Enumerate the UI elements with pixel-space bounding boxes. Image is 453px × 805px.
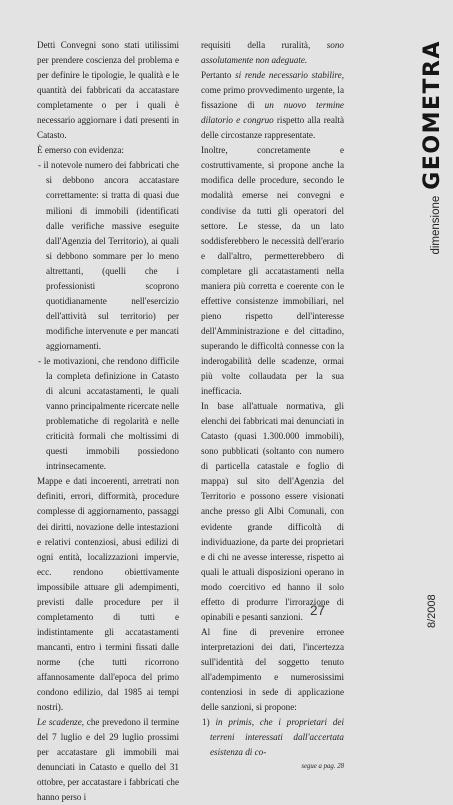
magazine-title-big: GEOMETRA	[420, 40, 445, 190]
italic-text: un nuovo termine dilatorio e congruo	[201, 100, 344, 126]
list-item	[201, 715, 344, 760]
paragraph: Al fine di prevenire erronee interpretazioni dei dati, l'incertezza sull'identità del soggetto tenuto all'adempimento e numerosissimi contenziosi in sede di applicazione delle sanzioni, si propone:	[201, 626, 344, 713]
italic-text: in primis, che i proprietari dei terreni interessati dall'accertata esistenza di co-	[209, 717, 344, 758]
list-number: 1)	[202, 717, 210, 728]
paragraph	[201, 38, 344, 68]
paragraph	[37, 715, 179, 805]
list-item: - il notevole numero dei fabbricati che si debbono ancora accatastare correttamente: si tratta di quasi due milioni di immobili (identificati dalle verifiche massive eseguite dall'Agenzia del Territorio), ai quali si debbono sommare per lo meno altrettanti, (quelli che i professionisti scoprono quotidianamente nell'esercizio dell'attività sul territorio) per modifiche intervenute e per mancati aggiornamenti.	[38, 160, 179, 351]
issue-date-text: 8/2008	[426, 594, 438, 628]
left-text-column	[37, 38, 179, 805]
paragraph: Mappe e dati incoerenti, arretrati non definiti, errori, difformità, procedure complesse di aggiornamento, passaggi dei diritti, novazione delle intestazioni e relativi contenziosi, abusi edilizi di ogni entità, localizzazioni impervie, ecc. rendono obiettivamente impossibile attuare gli adempimenti, previsti dalle procedure per il completamento di tutti e indistintamente gli accatastamenti mancanti, entro i termini fissati dalle norme (che tutti ricorrono affannosamente dall'epoca del primo condono edilizio, dal 1985 ai tempi nostri).	[37, 476, 179, 713]
paragraph	[201, 68, 344, 143]
magazine-title	[420, 40, 446, 260]
paragraph: Inoltre, concretamente e costruttivamente, si propone anche la modifica delle procedure, secondo le modalità emerse nei convegni e condivise da tutti gli operatori del settore. Le stesse, da un lato soddisferebbero le necessità dell'erario e dall'altro, permetterebbero di completare gli accatastamenti nella maniera più corretta e coerente con le effettive consistenze immobiliari, nel pieno rispetto dell'interesse dell'Amministrazione e del cittadino, superando le difficoltà connesse con la inderogabilità delle scadenze, ormai più volte collaudata per la sua inefficacia.	[201, 145, 344, 397]
paragraph-text: Pertanto	[201, 70, 236, 81]
italic-text: sono assolutamente non adeguate.	[201, 40, 344, 66]
paragraph: Detti Convegni sono stati utilissimi per prendere coscienza del problema e per definire le tipologie, le qualità e le quantità dei fabbricati da accatastare completamente o per i quali è necessario aggiornare i dati presenti in Catasto.	[37, 40, 179, 141]
right-text-column	[201, 38, 344, 773]
continued-note: segue a pag. 28	[301, 763, 344, 771]
paragraph: In base all'attuale normativa, gli elenchi dei fabbricati mai denunciati in Catasto (quasi 1.300.000 immobili), sono pubblicati (soltanto con numero di particella catastale e foglio di mappa) sul sito dell'Agenzia del Territorio e possono essere visionati anche presso gli Albi Comunali, con evidente grande difficoltà di individuazione, da parte dei proprietari e di chi ne avesse interesse, rispetto ai quali le attuali disposizioni operano in modo coercitivo ed hanno il solo effetto di produrre l'irrorazione di opinabili e pesanti sanzioni.	[201, 401, 344, 622]
paragraph-text: come primo provvedimento urgente, la fissazione di	[201, 85, 344, 111]
issue-date	[426, 590, 442, 630]
paragraph-text: che prevedono il termine del 7 luglio e del 29 luglio prossimi per accatastare gli immobili mai denunciati in Catasto e quello del 31 ottobre, per accatastare i fabbricati che hanno perso i	[37, 717, 179, 803]
paragraph: È emerso con evidenza:	[37, 145, 124, 156]
italic-text: Le scadenze,	[37, 717, 85, 728]
italic-text: si rende necessario stabilire,	[235, 70, 344, 81]
magazine-title-small: dimensione	[430, 195, 442, 255]
page-number: 27	[310, 603, 326, 618]
paragraph-text: rispetto alla realtà delle circostanze rappresentate.	[201, 115, 344, 141]
paragraph-text: requisiti della ruralità,	[201, 40, 327, 50]
list-item: - le motivazioni, che rendono difficile la completa definizione in Catasto di alcuni accatastamenti, le quali vanno principalmente ricercate nelle problematiche di regolarità e nelle criticità formali che moltissimi di questi immobili possiedono intrinsecamente.	[38, 355, 180, 472]
